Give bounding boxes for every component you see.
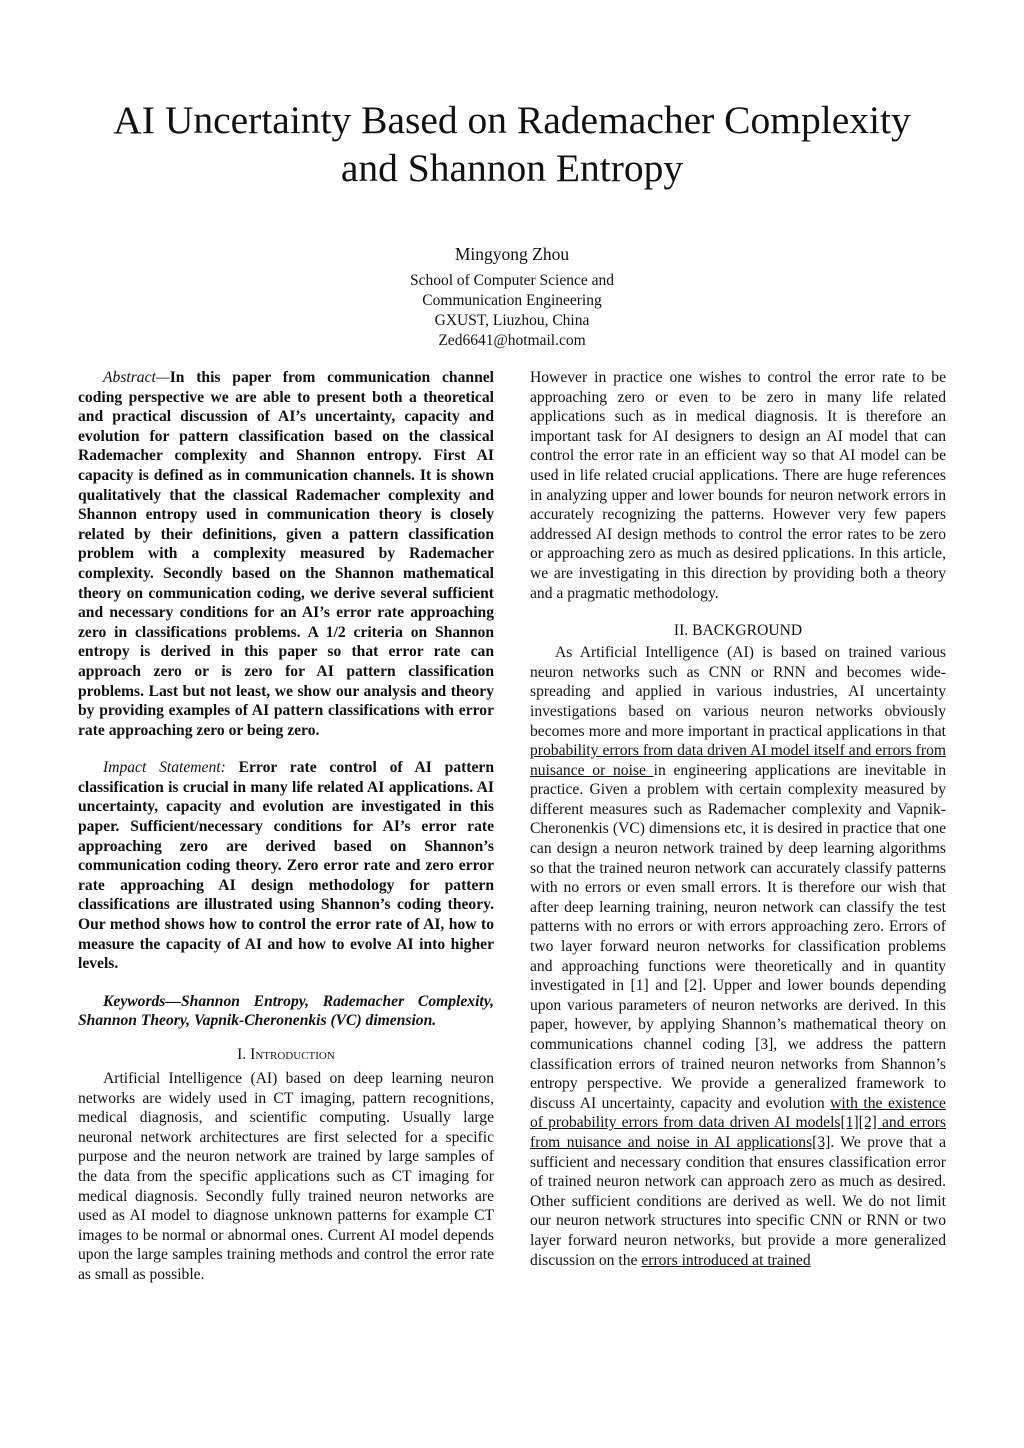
abstract: [78, 368, 494, 740]
keywords: [78, 992, 494, 1031]
author-block: [312, 243, 712, 351]
background-underline-3: errors introduced at trained: [641, 1251, 811, 1269]
background-part-2: in engineering applications are inevitable in practice. Given a problem with certain complexity measured by different measures such as Rademacher complexity and Vapnik-Cheronenkis (VC) dimensions etc, it is desired in practice that one can design a neuron network trained by deep learning algorithms so that the trained neuron network can accurately classify patterns with no errors or even small errors. It is therefore our wish that after deep learning training, neuron network can classify the test patterns with no errors or with errors approaching zero. Errors of two layer forward neuron networks for classification problems and approaching functions were theoretically and in quantity investigated in [1] and [2]. Upper and lower bounds depending upon various parameters of neuron networks are derived. In this paper, however, by applying Shannon’s mathematical theory on communications channel coding [3], we address the pattern classification errors of trained neuron networks from Shannon’s entropy perspective. We provide a generalized framework to discuss AI uncertainty, capacity and evolution: [530, 761, 946, 1112]
abstract-text: In this paper from communication channel coding perspective we are able to present both a theoretical and practical discussion of AI’s uncertainty, capacity and evolution for pattern classification based on the classical Rademacher complexity and Shannon entropy. First AI capacity is defined as in communication channels. It is shown qualitatively that the classical Rademacher complexity and Shannon entropy used in communication theory is closely related by their definitions, given a pattern classification problem with a complexity measured by Rademacher complexity. Secondly based on the Shannon mathematical theory on communication coding, we derive several sufficient and necessary conditions for an AI’s error rate approaching zero in classifications problems. A 1/2 criteria on Shannon entropy is derived in this paper so that error rate can approach zero or is zero for AI pattern classification problems. Last but not least, we show our analysis and theory by providing examples of AI pattern classifications with error rate approaching zero or being zero.: [78, 369, 494, 739]
introduction-continued: However in practice one wishes to control the error rate to be approaching zero or even to be zero in many life related applications such as in medical diagnosis. It is therefore an important task for AI designers to design an AI model that can control the error rate in an efficient way so that AI model can be used in life related crucial applications. There are huge references in analyzing upper and lower bounds for neuron network errors in accurately recognizing the patterns. However very few papers addressed AI design methods to control the error rates to be zero or approaching zero as much as desired pplications. In this article, we are investigating in this direction by providing both a theory and a pragmatic methodology.: [530, 369, 946, 602]
paper-title: [60, 96, 964, 192]
keywords-label: Keywords—: [103, 992, 181, 1010]
affiliation-line-3: GXUST, Liuzhou, China: [434, 312, 590, 329]
keywords-text: Shannon Entropy, Rademacher Complexity, Shannon Theory, Vapnik-Cheronenkis (VC) dimension.: [78, 992, 494, 1030]
introduction-paragraph: Artificial Intelligence (AI) based on deep learning neuron networks are widely used in CT imaging, pattern recognitions, medical diagnosis, and scientific computing. Usually large neuronal network architectures are first selected for a specific purpose and the neuron network are trained by large samples of the data from the specific applications such as CT imaging for medical diagnosis. Secondly fully trained neuron networks are used as AI model to diagnose unknown patterns for example CT images to be normal or abnormal ones. Current AI model depends upon the large samples training methods and control the error rate as small as possible.: [78, 1070, 494, 1283]
background-part-3: . We prove that a sufficient and necessary condition that ensures classification error of trained neuron network can approach zero as much as desired. Other sufficient conditions are derived as well. We do not limit our neuron network structures into specific CNN or RNN or two layer forward neuron networks, but provide a more generalized discussion on the: [530, 1133, 946, 1269]
background-part-1: As Artificial Intelligence (AI) is based on trained various neuron networks such as CNN or RNN and becomes wide-spreading and applied in various industries, AI uncertainty investigations based on various neuron networks obviously becomes more and more important in practical applications in that: [530, 644, 946, 740]
section-2-heading: [530, 621, 946, 641]
impact-label: Impact Statement:: [103, 759, 226, 777]
section-1-number: I.: [237, 1046, 247, 1063]
title-line-2: and Shannon Entropy: [340, 146, 684, 190]
abstract-label: Abstract: [103, 369, 156, 386]
affiliation-line-2: Communication Engineering: [422, 292, 602, 309]
impact-text: Error rate control of AI pattern classification is crucial in many life related AI applications. AI uncertainty, capacity and evolution are investigated in this paper. Sufficient/necessary conditions for AI’s error rate approaching zero are derived based on Shannon’s communication coding theory. Zero error rate and zero error rate approaching AI design methodology for pattern classifications are illustrated using Shannon’s coding theory. Our method shows how to control the error rate of AI, how to measure the capacity of AI and how to evolve AI into higher levels.: [78, 759, 495, 973]
background-underline-1: probability errors from data driven AI model itself and errors from nuisance or noise: [530, 742, 946, 779]
background-paragraph: [530, 643, 946, 1270]
affiliation-line-1: School of Computer Science and: [409, 272, 615, 289]
section-2-number: II.: [673, 622, 689, 640]
section-2-title: BACKGROUND: [692, 622, 803, 640]
title-line-1: AI Uncertainty Based on Rademacher Complexity: [113, 98, 911, 142]
section-1-heading: [78, 1045, 494, 1065]
impact-statement: [78, 758, 494, 974]
author-email: Zed6641@hotmail.com: [438, 332, 586, 349]
section-1-title: Introduction: [250, 1046, 335, 1063]
background-underline-2: with the existence of probability errors from data driven AI models[1][2] and errors from nuisance and noise in AI applications[3]: [530, 1094, 946, 1151]
abstract-dash: —: [155, 369, 170, 386]
right-column: [530, 368, 946, 1270]
left-column: [78, 368, 494, 1285]
author-name: Mingyong Zhou: [454, 244, 570, 264]
